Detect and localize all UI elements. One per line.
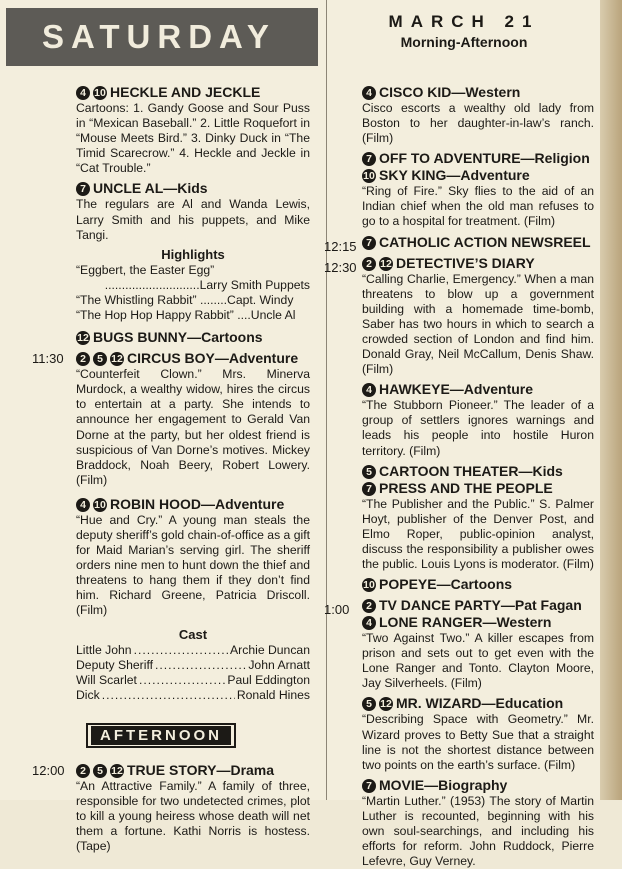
- highlight-line: ............................Larry Smith Puppets: [104, 277, 310, 292]
- column-divider: [326, 0, 327, 800]
- listing-uncle-al: [76, 180, 310, 242]
- listing-description: “Calling Charlie, Emergency.” When a man threatens to blow up a government building with a homemade time-bomb, Saber has two hours in which to search a crowded section of London and find him. Donald Gray, Neil McCallum, Denis Shaw. (Film): [362, 271, 594, 377]
- listing-description: “Describing Space with Geometry.” Mr. Wizard proves to Betty Sue that a straight line is not the shortest distance between two points on the earth’s surface. (Film): [362, 712, 594, 772]
- page-spine: [600, 0, 622, 800]
- listing-description: “Hue and Cry.” A young man steals the deputy sheriff’s gold chain-of-office as a gift for Maid Marian’s serving girl. The sheriff orders nine men to hunt down the thief and threatens to hang them if they don’t find him. Richard Greene, Patricia Driscoll. (Film): [76, 512, 310, 618]
- channel-badge: 12: [111, 353, 123, 366]
- cast-title: Cast: [178, 626, 208, 642]
- listing-robin-hood: [76, 496, 310, 619]
- listing-popeye: [362, 576, 594, 593]
- listing-title: 4 10 HECKLE AND JECKLE: [76, 84, 310, 101]
- highlights-title: Highlights: [161, 246, 225, 262]
- listing-catholic-action: [324, 233, 594, 254]
- highlights-box: [76, 247, 310, 323]
- listing-mr-wizard: [362, 695, 594, 772]
- channel-badge: 10: [94, 87, 106, 99]
- listing-description: “An Attractive Family.” A family of three, responsible for two undetected crimes, plot to kill a young heiress whose death will net them a fortune. Kathi Norris is hostess. (Tape): [76, 779, 310, 854]
- listing-title: 4 10 ROBIN HOOD—Adventure: [76, 496, 310, 513]
- channel-badge: 5: [93, 352, 107, 366]
- listing-description: “Counterfeit Clown.” Mrs. Minerva Murdock, a wealthy widow, hires the circus to entertain at a party. She intends to announce her engagement to Gerald Van Dorne at the party, but her oldest friend is suspicious of Van Dorne’s motives. Mickey Braddock, Noah Beery, Robert Lowery. (Film): [76, 367, 310, 487]
- listing-title: 10 POPEYE—Cartoons: [363, 576, 513, 593]
- time-slot: 12:30: [324, 259, 357, 275]
- left-column: [32, 80, 310, 854]
- listing-description: The regulars are Al and Wanda Lewis, Larry Smith and his puppets, and Mike Tangi.: [76, 197, 310, 242]
- listing-description: “Martin Luther.” (1953) The story of Martin Luther is recounted, beginning with his own soul-searchings, and including his efforts for reform. John Ruddock, Pierre Lefevre, Guy Verney.: [362, 793, 594, 869]
- time-slot: 12:00: [32, 763, 65, 778]
- listing-cartoon-theater: [362, 463, 594, 480]
- listing-description: “The Publisher and the Public.” S. Palmer Hoyt, publisher of the Denver Post, and Elmo Roper, public-opinion analyst, discuss the responsibility a publisher owes the public. Louis Lyons is moderator. (Film): [362, 496, 594, 571]
- listing-title: 4 HAWKEYE—Adventure: [362, 381, 594, 398]
- highlight-line: “The Hop Hop Happy Rabbit” ....Uncle Al: [76, 308, 296, 323]
- listing-cisco-kid: [362, 84, 594, 146]
- listing-title: 5 12 MR. WIZARD—Education: [362, 695, 594, 712]
- channel-badge: 7: [362, 152, 376, 166]
- listing-title: 12 BUGS BUNNY—Cartoons: [77, 329, 263, 346]
- channel-badge: 4: [76, 86, 90, 100]
- right-column: [324, 80, 594, 869]
- listing-description: “Ring of Fire.” Sky flies to the aid of an Indian chief when the old man refuses to go to a hospital for treatment. (Film): [362, 184, 594, 229]
- channel-badge: 5: [362, 697, 376, 711]
- listing-movie: [362, 777, 594, 869]
- afternoon-banner: AFTERNOON: [86, 723, 236, 748]
- channel-badge: 7: [362, 779, 376, 793]
- listing-circus-boy: [32, 350, 310, 488]
- channel-badge: 7: [76, 182, 90, 196]
- listing-lone-ranger: [362, 614, 594, 691]
- listing-description: “Two Against Two.” A killer escapes from prison and sets out to get even with the Lone Ranger and Tonto. Clayton Moore, Jay Silverheels. (Film): [362, 631, 594, 691]
- listing-title: 2 TV DANCE PARTY—Pat Fagan: [362, 597, 594, 614]
- channel-badge: 2: [76, 352, 90, 366]
- listing-sky-king: [362, 167, 594, 229]
- channel-badge: 2: [362, 599, 376, 613]
- cast-row: Dick ..... Ronald Hines: [76, 688, 310, 703]
- listing-hawkeye: [362, 381, 594, 458]
- listing-title: 2 5 12 TRUE STORY—Drama: [76, 762, 310, 779]
- channel-badge: 4: [76, 498, 90, 512]
- listing-tv-dance-party: [324, 597, 594, 618]
- cast-row: Little John ..... Archie Duncan: [76, 643, 310, 658]
- date-title: MARCH 21: [388, 12, 540, 31]
- listing-description: “The Stubborn Pioneer.” The leader of a group of settlers ignores warnings and leads his people into hostile Huron territory. (Film): [362, 398, 594, 458]
- listing-description: Cartoons: 1. Gandy Goose and Sour Puss in “Mexican Baseball.” 2. Little Roquefort in “Mouse Meets Bird.” 3. Dinky Duck in “The Timid Scarecrow.” 4. Heckle and Jeckle in “Cat Trouble.”: [76, 101, 310, 176]
- listing-heckle-and-jeckle: [76, 84, 310, 176]
- time-slot: 12:15: [324, 238, 357, 254]
- channel-badge: 10: [94, 498, 106, 511]
- listing-press-and-people: [362, 480, 594, 572]
- channel-badge: 10: [363, 579, 375, 592]
- listing-title: 4 CISCO KID—Western: [362, 84, 594, 101]
- channel-badge: 5: [362, 465, 376, 479]
- channel-badge: 2: [76, 764, 90, 778]
- highlight-line: “Eggbert, the Easter Egg”: [76, 262, 215, 277]
- listing-title: 10 SKY KING—Adventure: [363, 167, 530, 184]
- channel-badge: 10: [363, 170, 375, 183]
- channel-badge: 5: [93, 764, 107, 778]
- cast-box: [76, 627, 310, 703]
- channel-badge: 12: [77, 332, 89, 345]
- channel-badge: 4: [362, 616, 376, 630]
- listing-detectives-diary: [324, 254, 594, 378]
- cast-row: Deputy Sheriff ..... John Arnatt: [76, 658, 310, 673]
- listing-title: 7 OFF TO ADVENTURE—Religion: [362, 150, 594, 167]
- date-header: [334, 12, 594, 50]
- listing-title: 2 12 DETECTIVE’S DIARY: [362, 255, 594, 272]
- time-slot: 1:00: [324, 602, 350, 618]
- channel-badge: 7: [362, 236, 376, 250]
- channel-badge: 4: [362, 86, 376, 100]
- date-subtitle: Morning-Afternoon: [400, 34, 528, 50]
- listing-title: 2 5 12 CIRCUS BOY—Adventure: [76, 350, 310, 367]
- listing-title: 7 PRESS AND THE PEOPLE: [362, 480, 594, 497]
- channel-badge: 12: [380, 257, 392, 270]
- listing-title: 4 LONE RANGER—Western: [362, 614, 594, 631]
- day-title: SATURDAY: [42, 18, 276, 55]
- day-banner: [6, 8, 318, 66]
- channel-badge: 12: [111, 765, 123, 777]
- channel-badge: 7: [362, 482, 376, 496]
- listing-title: 7 CATHOLIC ACTION NEWSREEL: [362, 234, 594, 251]
- cast-row: Will Scarlet ..... Paul Eddington: [76, 673, 310, 688]
- listing-title: 5 CARTOON THEATER—Kids: [362, 463, 594, 480]
- listing-bugs-bunny: [76, 329, 310, 346]
- listing-true-story: [32, 762, 310, 854]
- highlight-line: “The Whistling Rabbit” ........Capt. Windy: [76, 292, 294, 307]
- listing-description: Cisco escorts a wealthy old lady from Boston to her daughter-in-law’s ranch. (Film): [362, 101, 594, 146]
- time-slot: 11:30: [32, 351, 64, 367]
- listing-off-to-adventure: [362, 150, 594, 167]
- listing-title: 7 MOVIE—Biography: [362, 777, 594, 794]
- channel-badge: 12: [380, 698, 392, 711]
- channel-badge: 2: [362, 257, 376, 271]
- channel-badge: 4: [362, 383, 376, 397]
- listing-title: 7 UNCLE AL—Kids: [76, 180, 310, 197]
